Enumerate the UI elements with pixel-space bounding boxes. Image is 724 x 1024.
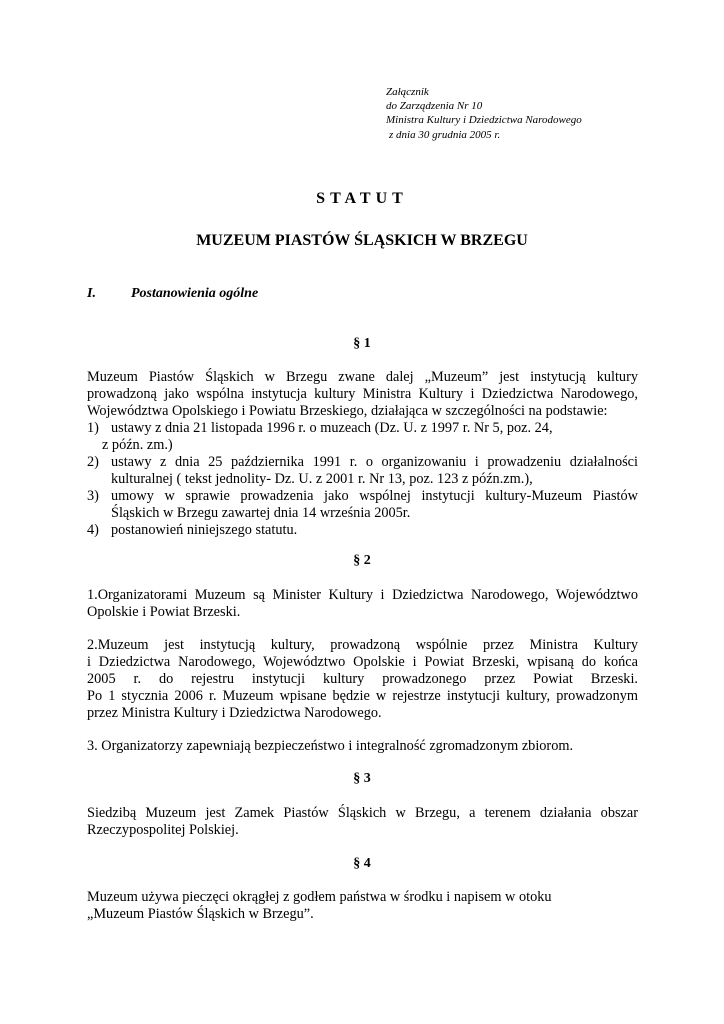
text-line: Muzeum Piastów Śląskich w Brzegu zwane dalej „Muzeum” jest instytucją kultury xyxy=(87,369,638,385)
paragraph-mark-3: § 3 xyxy=(353,771,371,786)
text-line: Muzeum używa pieczęci okrągłej z godłem państwa w środku i napisem w otoku xyxy=(87,889,552,905)
attachment-line: Załącznik xyxy=(386,86,429,98)
list-item xyxy=(87,420,638,437)
text-line: Opolskie i Powiat Brzeski. xyxy=(87,604,241,620)
text-line: Siedzibą Muzeum jest Zamek Piastów Śląskich w Brzegu, a terenem działania obszar xyxy=(87,805,638,821)
section-heading xyxy=(87,286,258,302)
list-item-continuation: kulturalnej ( tekst jednolity- Dz. U. z 2001 r. Nr 13, poz. 123 z późn.zm.), xyxy=(111,471,533,487)
paragraph-4-body xyxy=(87,889,638,923)
paragraph-mark-1: § 1 xyxy=(353,336,371,351)
text-line: i Dziedzictwa Narodowego, Województwo Opolskie i Powiat Brzeski, wpisaną do końca xyxy=(87,654,638,670)
section-number: I. xyxy=(87,286,96,301)
paragraph-1-body xyxy=(87,369,638,539)
list-item xyxy=(87,522,638,539)
list-item-text: ustawy z dnia 21 listopada 1996 r. o muzeach (Dz. U. z 1997 r. Nr 5, poz. 24, xyxy=(111,420,553,436)
list-item xyxy=(87,454,638,471)
list-item-number: 2) xyxy=(87,454,99,470)
list-item-text: postanowień niniejszego statutu. xyxy=(111,522,298,538)
text-line: 1.Organizatorami Muzeum są Minister Kultury i Dziedzictwa Narodowego, Województwo xyxy=(87,587,638,603)
attachment-note xyxy=(386,85,582,142)
list-item-continuation: Śląskich w Brzegu zawartej dnia 14 września 2005r. xyxy=(111,505,411,521)
text-line: przez Ministra Kultury i Dziedzictwa Narodowego. xyxy=(87,705,382,721)
paragraph-3-body xyxy=(87,805,638,839)
list-item-text: ustawy z dnia 25 października 1991 r. o organizowaniu i prowadzeniu działalności xyxy=(111,454,638,470)
text-line: Rzeczypospolitej Polskiej. xyxy=(87,822,239,838)
text-line: prowadzoną jako wspólna instytucja kultury Ministra Kultury i Dziedzictwa Narodowego, xyxy=(87,386,638,402)
section-title: Postanowienia ogólne xyxy=(131,286,259,301)
paragraph-mark-4: § 4 xyxy=(353,856,371,871)
paragraph-2-point-2 xyxy=(87,637,638,722)
attachment-line: do Zarządzenia Nr 10 xyxy=(386,100,483,113)
paragraph-2-point-1 xyxy=(87,587,638,621)
list-item-number: 4) xyxy=(87,522,99,538)
document-title: STATUT xyxy=(316,190,408,207)
list-item-number: 3) xyxy=(87,488,99,504)
text-line: „Muzeum Piastów Śląskich w Brzegu”. xyxy=(87,906,314,922)
text-line: 2.Muzeum jest instytucją kultury, prowadzoną wspólnie przez Ministra Kultury xyxy=(87,637,638,653)
text-line: 3. Organizatorzy zapewniają bezpieczeństwo i integralność zgromadzonym zbiorom. xyxy=(87,738,574,754)
list-item-continuation: z późn. zm.) xyxy=(102,437,173,453)
text-line: 2005 r. do rejestru instytucji kultury prowadzonego przez Powiat Brzeski. xyxy=(87,671,638,687)
paragraph-mark-2: § 2 xyxy=(353,553,371,568)
list-item-text: umowy w sprawie prowadzenia jako wspólnej instytucji kultury-Muzeum Piastów xyxy=(111,488,638,504)
list-item-number: 1) xyxy=(87,420,99,436)
attachment-line: z dnia 30 grudnia 2005 r. xyxy=(389,128,501,141)
attachment-line: Ministra Kultury i Dziedzictwa Narodowego xyxy=(386,114,582,127)
text-line: Po 1 stycznia 2006 r. Muzeum wpisane będzie w rejestrze instytucji kultury, prowadzonym xyxy=(87,688,638,704)
paragraph-2-point-3 xyxy=(87,738,638,755)
text-line: Województwa Opolskiego i Powiatu Brzeskiego, działająca w szczególności na podstawie: xyxy=(87,403,608,419)
document-subtitle: MUZEUM PIASTÓW ŚLĄSKICH W BRZEGU xyxy=(196,232,528,249)
list-item xyxy=(87,488,638,505)
